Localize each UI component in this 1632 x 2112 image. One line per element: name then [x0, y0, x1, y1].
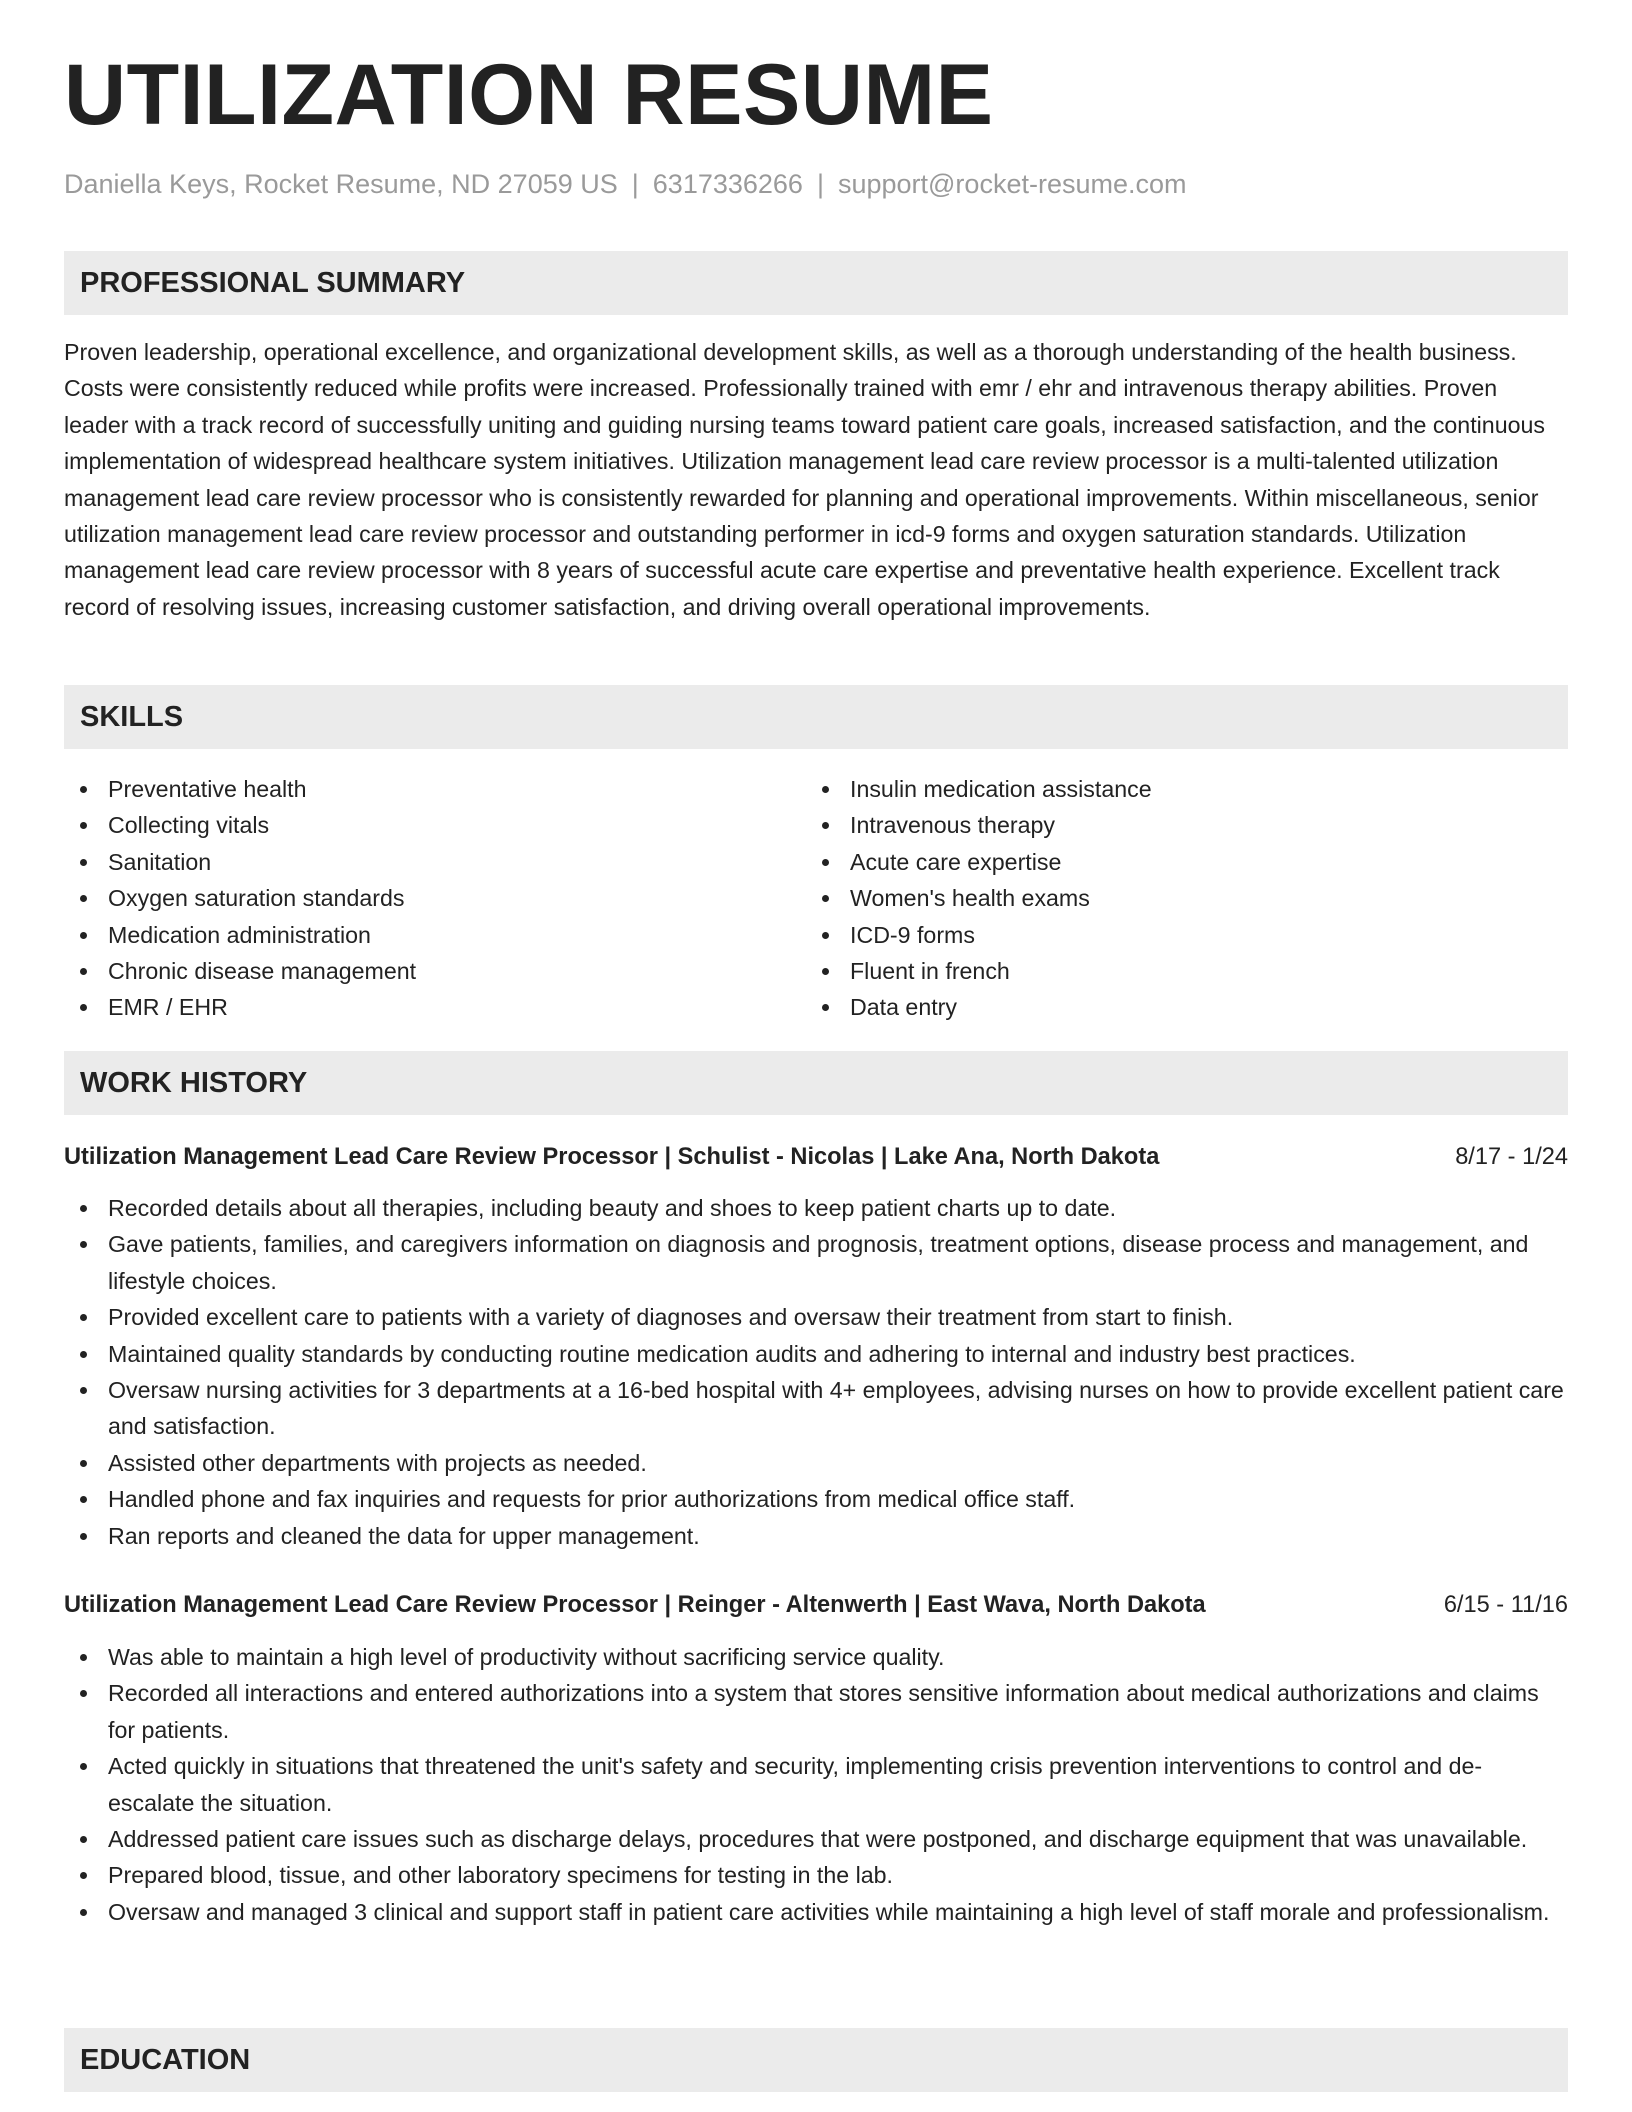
job-bullets [64, 1190, 1568, 1554]
skill-item: Fluent in french [806, 953, 1548, 989]
summary-text: Proven leadership, operational excellence, and organizational development skills, as well as a thorough understanding of the health business. Costs were consistently reduced while profits were increased. Professionally trained with emr / ehr and intravenous therapy abilities. Proven leader with a track record of successfully uniting and guiding nursing teams toward patient care goals, increased satisfaction, and the continuous implementation of widespread healthcare system initiatives. Utilization management lead care review processor is a multi-talented utilization management lead care review processor who is consistently rewarded for planning and operational improvements. Within miscellaneous, senior utilization management lead care review processor and outstanding performer in icd-9 forms and oxygen saturation standards. Utilization management lead care review processor with 8 years of successful acute care expertise and preventative health experience. Excellent track record of resolving issues, increasing customer satisfaction, and driving overall operational improvements. [64, 339, 1545, 620]
job-bullet: Prepared blood, tissue, and other laboratory specimens for testing in the lab. [64, 1857, 1568, 1893]
skill-item: ICD-9 forms [806, 917, 1548, 953]
contact-line [64, 166, 1187, 202]
skill-item: Insulin medication assistance [806, 771, 1548, 807]
job-bullet: Gave patients, families, and caregivers information on diagnosis and prognosis, treatment options, disease process and management, and lifestyle choices. [64, 1226, 1568, 1299]
job-bullet: Handled phone and fax inquiries and requests for prior authorizations from medical office staff. [64, 1481, 1568, 1517]
job-bullet: Oversaw and managed 3 clinical and support staff in patient care activities while maintaining a high level of staff morale and professionalism. [64, 1894, 1568, 1930]
contact-email: support@rocket-resume.com [837, 169, 1187, 199]
section-header-skills [64, 685, 1568, 749]
skill-item: Medication administration [64, 917, 806, 953]
section-title-summary: PROFESSIONAL SUMMARY [80, 266, 466, 299]
section-title-work: WORK HISTORY [80, 1066, 308, 1099]
job-bullet: Recorded all interactions and entered authorizations into a system that stores sensitive information about medical authorizations and claims for patients. [64, 1675, 1568, 1748]
job-bullet: Was able to maintain a high level of productivity without sacrificing service quality. [64, 1639, 1568, 1675]
skills-column-left [64, 771, 806, 1026]
skills-column-right [806, 771, 1548, 1026]
section-title-skills: SKILLS [80, 700, 184, 733]
skill-item: Acute care expertise [806, 844, 1548, 880]
job-bullets [64, 1639, 1568, 1930]
job-title: Utilization Management Lead Care Review Processor | Reinger - Altenwerth | East Wava, North Dakota [64, 1592, 1206, 1618]
job-title: Utilization Management Lead Care Review Processor | Schulist - Nicolas | Lake Ana, North Dakota [64, 1144, 1160, 1170]
job-dates: 6/15 - 11/16 [1443, 1592, 1568, 1618]
skill-item: Collecting vitals [64, 807, 806, 843]
job-bullet: Ran reports and cleaned the data for upper management. [64, 1518, 1568, 1554]
resume-title: UTILIZATION RESUME [64, 47, 994, 143]
job-bullet: Oversaw nursing activities for 3 departments at a 16-bed hospital with 4+ employees, advising nurses on how to provide excellent patient care and satisfaction. [64, 1372, 1568, 1445]
skill-item: Chronic disease management [64, 953, 806, 989]
skill-item: Intravenous therapy [806, 807, 1548, 843]
job-header [64, 1140, 1568, 1174]
skill-item: Data entry [806, 989, 1548, 1025]
section-header-education [64, 2028, 1568, 2092]
job-bullet: Provided excellent care to patients with a variety of diagnoses and oversaw their treatment from start to finish. [64, 1299, 1568, 1335]
skill-item: Women's health exams [806, 880, 1548, 916]
skill-item: Preventative health [64, 771, 806, 807]
section-title-education: EDUCATION [80, 2043, 251, 2076]
job-dates: 8/17 - 1/24 [1455, 1144, 1568, 1170]
contact-address: Daniella Keys, Rocket Resume, ND 27059 US [64, 169, 618, 199]
section-header-summary [64, 251, 1568, 315]
contact-phone: 6317336266 [652, 169, 803, 199]
job-bullet: Acted quickly in situations that threatened the unit's safety and security, implementing crisis prevention interventions to control and de-escalate the situation. [64, 1748, 1568, 1821]
section-header-work [64, 1051, 1568, 1115]
job-bullet: Addressed patient care issues such as discharge delays, procedures that were postponed, and discharge equipment that was unavailable. [64, 1821, 1568, 1857]
job-bullet: Assisted other departments with projects as needed. [64, 1445, 1568, 1481]
contact-separator: | [631, 169, 639, 199]
skills-grid [64, 771, 1568, 1026]
job-header [64, 1588, 1568, 1622]
contact-separator: | [816, 169, 824, 199]
skill-item: Sanitation [64, 844, 806, 880]
job-bullet: Recorded details about all therapies, including beauty and shoes to keep patient charts up to date. [64, 1190, 1568, 1226]
skill-item: EMR / EHR [64, 989, 806, 1025]
skill-item: Oxygen saturation standards [64, 880, 806, 916]
job-bullet: Maintained quality standards by conducting routine medication audits and adhering to internal and industry best practices. [64, 1336, 1568, 1372]
